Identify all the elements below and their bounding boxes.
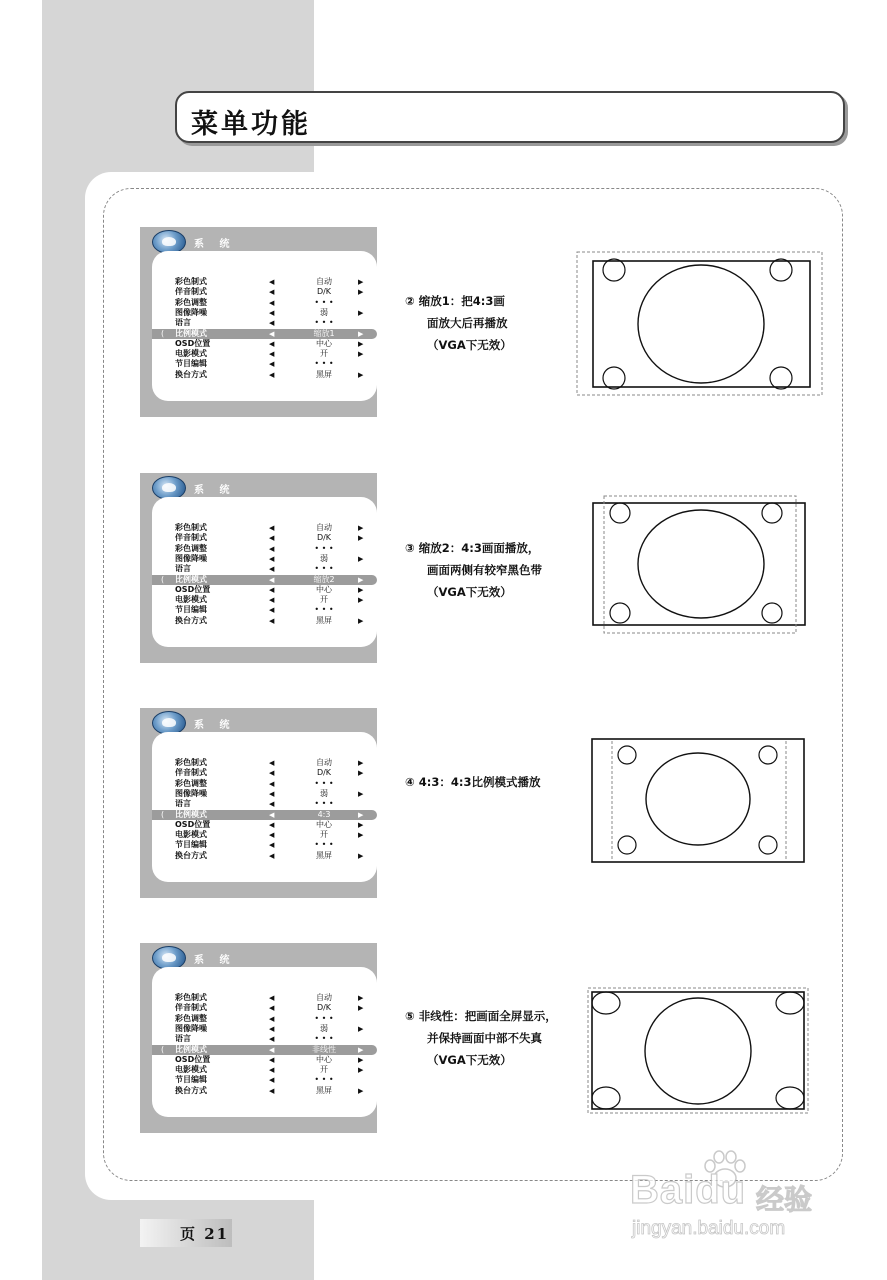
left-arrow-icon: ◀ [269,1004,275,1013]
right-arrow-icon: ▶ [358,524,364,532]
left-arrow-icon: ◀ [269,616,275,625]
menu-row-label: 彩色调整 [175,1013,207,1023]
page-number: 页 21 [180,1225,230,1243]
menu-row[interactable] [152,575,377,585]
ratio-4-3-diagram [590,737,806,865]
menu-row-label: 换台方式 [175,369,207,379]
left-arrow-icon: ◀ [269,524,275,532]
selection-bracket-icon: ( [161,328,165,338]
right-arrow-icon: ▶ [358,350,364,359]
menu-row-label: 彩色制式 [175,523,207,532]
menu-row-value: D/K [316,533,332,543]
right-arrow-icon: ▶ [358,769,364,778]
menu-row-label: 伴音制式 [175,533,207,543]
menu-row-label: 彩色制式 [175,993,207,1002]
menu-row[interactable] [152,359,377,369]
menu-row[interactable] [152,533,377,543]
menu-row-value: 开 [320,349,328,359]
right-arrow-icon: ▶ [358,759,364,767]
menu-row[interactable] [152,564,377,574]
menu-row-value: 弱 [320,1023,328,1033]
menu-row[interactable] [152,1045,377,1055]
watermark-url: jingyan.baidu.com [632,1218,786,1239]
watermark-brand: Baidu [630,1168,747,1212]
right-arrow-icon: ▶ [358,308,364,317]
left-arrow-icon: ◀ [269,1014,275,1023]
left-arrow-icon: ◀ [269,288,275,297]
left-arrow-icon: ◀ [269,1045,275,1054]
menu-row-label: 节目编辑 [175,605,207,615]
menu-row-label: 彩色调整 [175,297,207,307]
left-arrow-icon: ◀ [269,1066,275,1075]
menu-row[interactable] [152,523,377,533]
left-arrow-icon: ◀ [269,360,275,369]
menu-row[interactable] [152,830,377,840]
menu-row-label: 电影模式 [175,349,207,359]
menu-row[interactable] [152,1086,377,1096]
left-arrow-icon: ◀ [269,278,275,286]
right-arrow-icon: ▶ [358,329,364,338]
description-line: ⑤ 非线性：把画面全屏显示， [405,1009,557,1023]
menu-row-label: 图像降噪 [175,1023,207,1033]
menu-row[interactable] [152,616,377,626]
menu-row-label: 换台方式 [175,615,207,625]
menu-row[interactable] [152,287,377,297]
menu-row[interactable] [152,544,377,554]
menu-row-value: 黑屏 [316,850,332,860]
menu-row[interactable] [152,993,377,1003]
menu-title: 系 统 [194,485,236,496]
baidu-watermark [630,1150,850,1260]
menu-row-value: • • • [314,297,334,307]
menu-row[interactable] [152,810,377,820]
menu-row[interactable] [152,851,377,861]
left-arrow-icon: ◀ [269,1035,275,1044]
menu-row-value: 中心 [316,584,332,594]
right-arrow-icon: ▶ [358,616,364,625]
right-arrow-icon: ▶ [358,1004,364,1013]
menu-row-label: 节目编辑 [175,840,207,850]
menu-body [152,732,377,882]
right-arrow-icon: ▶ [358,1045,364,1054]
menu-row[interactable] [152,349,377,359]
menu-body [152,251,377,401]
left-arrow-icon: ◀ [269,329,275,338]
menu-row-label: 伴音制式 [175,287,207,297]
menu-row-value: • • • [314,605,334,615]
menu-panel-2 [140,473,377,663]
menu-row[interactable] [152,789,377,799]
right-arrow-icon: ▶ [358,1066,364,1075]
page-title-box [175,91,845,143]
description-line: （VGA下无效） [427,338,512,352]
left-arrow-icon: ◀ [269,544,275,553]
page-number-box [140,1219,232,1247]
menu-row[interactable] [152,595,377,605]
menu-row-label: OSD位置 [175,819,211,829]
left-arrow-icon: ◀ [269,810,275,819]
left-arrow-icon: ◀ [269,319,275,328]
left-arrow-icon: ◀ [269,339,275,348]
right-arrow-icon: ▶ [358,575,364,584]
menu-row-value: 弱 [320,553,328,563]
menu-row-label: 语言 [175,799,191,809]
menu-row[interactable] [152,1003,377,1013]
menu-row[interactable] [152,1075,377,1085]
menu-row-label: 彩色制式 [175,758,207,767]
right-arrow-icon: ▶ [358,851,364,860]
menu-row-value: 黑屏 [316,615,332,625]
left-arrow-icon: ◀ [269,851,275,860]
menu-row-label: 彩色调整 [175,543,207,553]
menu-row-value: D/K [316,1003,332,1013]
description-1 [405,290,512,356]
menu-row-label: OSD位置 [175,584,211,594]
menu-row-value: • • • [314,543,334,553]
zoom1-diagram [576,250,824,398]
left-arrow-icon: ◀ [269,994,275,1002]
menu-row-label: 比例模式 [175,328,207,338]
menu-row[interactable] [152,1024,377,1034]
menu-row-label: 比例模式 [175,809,207,819]
right-arrow-icon: ▶ [358,994,364,1002]
description-line: ④ 4:3：4:3比例模式播放 [405,775,541,789]
menu-row-value: 非线性 [312,1044,336,1054]
menu-panel-3 [140,708,377,898]
menu-row-value: • • • [314,1075,334,1085]
menu-row-value: 缩放2 [313,574,335,584]
menu-title: 系 统 [194,720,236,731]
right-arrow-icon: ▶ [358,370,364,379]
watermark-cn: 经验 [756,1183,813,1216]
menu-row-label: 彩色制式 [175,277,207,286]
menu-row[interactable] [152,820,377,830]
selection-bracket-icon: ( [161,574,165,584]
menu-row-label: 电影模式 [175,595,207,605]
description-line: ② 缩放1：把4:3画 [405,294,505,308]
right-arrow-icon: ▶ [358,534,364,543]
right-arrow-icon: ▶ [358,1055,364,1064]
menu-row[interactable] [152,298,377,308]
left-arrow-icon: ◀ [269,1024,275,1033]
left-arrow-icon: ◀ [269,575,275,584]
left-arrow-icon: ◀ [269,350,275,359]
left-arrow-icon: ◀ [269,1055,275,1064]
menu-row-value: • • • [314,564,334,574]
menu-row-label: 电影模式 [175,830,207,840]
menu-row-label: 换台方式 [175,1085,207,1095]
left-arrow-icon: ◀ [269,831,275,840]
menu-row[interactable] [152,370,377,380]
menu-row-label: 图像降噪 [175,788,207,798]
menu-row-value: 弱 [320,788,328,798]
left-arrow-icon: ◀ [269,841,275,850]
right-arrow-icon: ▶ [358,1086,364,1095]
right-arrow-icon: ▶ [358,820,364,829]
menu-row[interactable] [152,758,377,768]
menu-row-value: 黑屏 [316,1085,332,1095]
menu-row-value: 4:3 [317,809,331,819]
menu-row[interactable] [152,554,377,564]
menu-row[interactable] [152,585,377,595]
menu-title: 系 统 [194,239,236,250]
left-arrow-icon: ◀ [269,820,275,829]
menu-row[interactable] [152,277,377,287]
menu-row-value: 自动 [316,523,332,532]
menu-row-value: D/K [316,768,332,778]
menu-row-label: 图像降噪 [175,553,207,563]
menu-row-value: 开 [320,595,328,605]
left-arrow-icon: ◀ [269,800,275,809]
menu-row-label: 语言 [175,318,191,328]
menu-row-label: 电影模式 [175,1065,207,1075]
left-arrow-icon: ◀ [269,606,275,615]
left-arrow-icon: ◀ [269,1086,275,1095]
menu-row-label: 语言 [175,1034,191,1044]
menu-row-value: 中心 [316,1054,332,1064]
menu-row-value: • • • [314,318,334,328]
menu-row[interactable] [152,318,377,328]
description-3 [405,771,540,793]
description-line: 面放大后再播放 [427,316,508,330]
menu-row-label: 彩色调整 [175,778,207,788]
menu-row-label: 伴音制式 [175,768,207,778]
menu-row-label: 节目编辑 [175,359,207,369]
right-arrow-icon: ▶ [358,585,364,594]
menu-row-label: 比例模式 [175,1044,207,1054]
menu-row-value: 开 [320,1065,328,1075]
left-arrow-icon: ◀ [269,779,275,788]
right-arrow-icon: ▶ [358,810,364,819]
menu-row[interactable] [152,308,377,318]
menu-row-value: • • • [314,799,334,809]
right-arrow-icon: ▶ [358,339,364,348]
menu-row[interactable] [152,779,377,789]
left-arrow-icon: ◀ [269,759,275,767]
menu-row-label: 换台方式 [175,850,207,860]
selection-bracket-icon: ( [161,809,165,819]
menu-row-value: 自动 [316,277,332,286]
menu-body [152,497,377,647]
left-arrow-icon: ◀ [269,1076,275,1085]
left-arrow-icon: ◀ [269,370,275,379]
left-arrow-icon: ◀ [269,308,275,317]
left-arrow-icon: ◀ [269,565,275,574]
menu-body [152,967,377,1117]
menu-row-value: 中心 [316,819,332,829]
menu-row[interactable] [152,1014,377,1024]
menu-title: 系 统 [194,955,236,966]
menu-row-value: • • • [314,1034,334,1044]
selection-bracket-icon: ( [161,1044,165,1054]
menu-row-label: OSD位置 [175,338,211,348]
menu-row-label: OSD位置 [175,1054,211,1064]
menu-row-label: 节目编辑 [175,1075,207,1085]
menu-row-value: • • • [314,359,334,369]
menu-row-value: 弱 [320,307,328,317]
description-line: （VGA下无效） [427,1053,512,1067]
left-arrow-icon: ◀ [269,554,275,563]
right-arrow-icon: ▶ [358,278,364,286]
right-arrow-icon: ▶ [358,288,364,297]
menu-row-value: 黑屏 [316,369,332,379]
menu-row-value: • • • [314,778,334,788]
right-arrow-icon: ▶ [358,554,364,563]
left-arrow-icon: ◀ [269,585,275,594]
menu-panel-4 [140,943,377,1133]
left-arrow-icon: ◀ [269,298,275,307]
description-2 [405,537,542,603]
description-line: ③ 缩放2：4:3画面播放， [405,541,540,555]
description-4 [405,1005,557,1071]
right-arrow-icon: ▶ [358,596,364,605]
menu-panel-1 [140,227,377,417]
menu-row-value: • • • [314,1013,334,1023]
right-arrow-icon: ▶ [358,789,364,798]
page-title: 菜单功能 [191,109,311,140]
description-line: 并保持画面中部不失真 [427,1031,542,1045]
menu-row-value: 开 [320,830,328,840]
menu-row-value: • • • [314,840,334,850]
menu-row[interactable] [152,840,377,850]
menu-row-value: 缩放1 [313,328,335,338]
menu-row[interactable] [152,605,377,615]
menu-row-value: 自动 [316,758,332,767]
menu-row[interactable] [152,1034,377,1044]
left-arrow-icon: ◀ [269,789,275,798]
description-line: （VGA下无效） [427,585,512,599]
left-arrow-icon: ◀ [269,534,275,543]
menu-row-label: 语言 [175,564,191,574]
menu-row-label: 比例模式 [175,574,207,584]
left-arrow-icon: ◀ [269,596,275,605]
nonlinear-diagram [586,986,810,1116]
menu-row[interactable] [152,1055,377,1065]
right-arrow-icon: ▶ [358,831,364,840]
zoom2-diagram [592,495,807,635]
menu-row-value: 自动 [316,993,332,1002]
menu-row[interactable] [152,799,377,809]
menu-row-value: D/K [316,287,332,297]
menu-row[interactable] [152,768,377,778]
menu-row-label: 图像降噪 [175,307,207,317]
right-arrow-icon: ▶ [358,1024,364,1033]
description-line: 画面两侧有较窄黑色带 [427,563,542,577]
menu-row[interactable] [152,329,377,339]
left-arrow-icon: ◀ [269,769,275,778]
menu-row[interactable] [152,339,377,349]
menu-row[interactable] [152,1065,377,1075]
menu-row-value: 中心 [316,338,332,348]
menu-row-label: 伴音制式 [175,1003,207,1013]
